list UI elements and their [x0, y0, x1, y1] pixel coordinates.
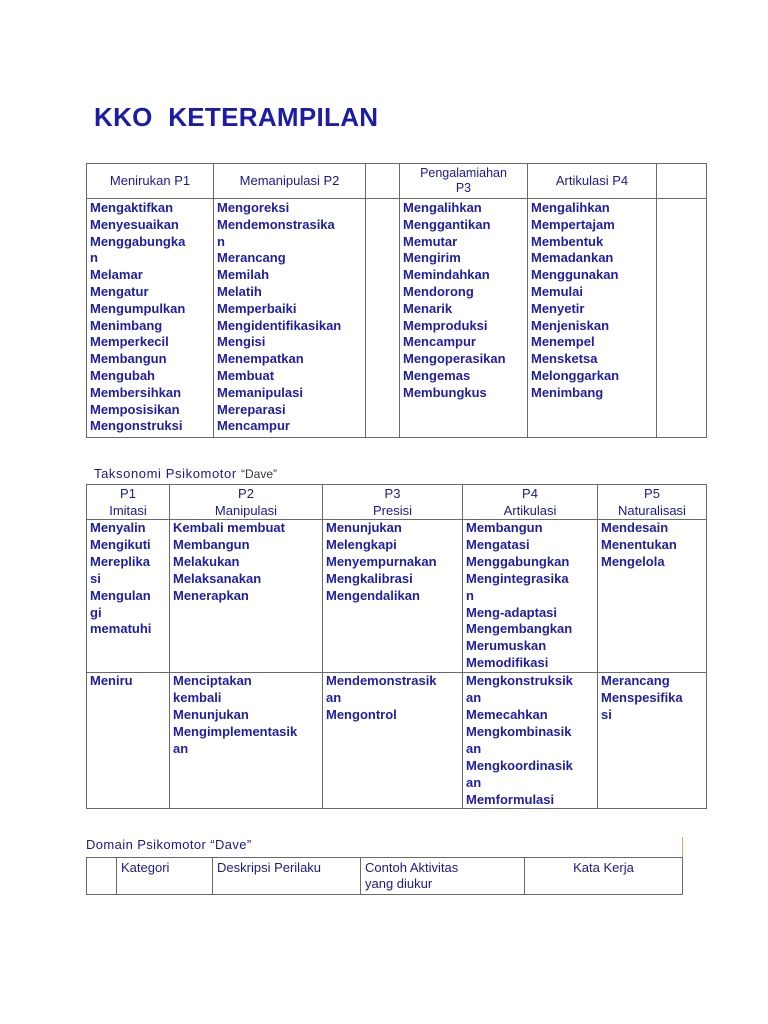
- header-presisi: P3 Presisi: [323, 485, 463, 520]
- header-blank-1: [366, 164, 400, 199]
- row1-artikulasi: Membangun Mengatasi Menggabungkan Mengintegrasika n Meng-adaptasi Mengembangkan Merumuskan Memodifikasi: [463, 520, 598, 673]
- row1-presisi: Menunjukan Melengkapi Menyempurnakan Mengkalibrasi Mengendalikan: [323, 520, 463, 673]
- row1-manipulasi: Kembali membuat Membangun Melakukan Melaksanakan Menerapkan: [170, 520, 323, 673]
- row2-imitasi: Meniru: [87, 673, 170, 809]
- column-p4-verbs: Mengalihkan Mempertajam Membentuk Memadankan Menggunakan Memulai Menyetir Menjeniskan Menempel Mensketsa Melonggarkan Menimbang: [528, 199, 657, 438]
- domain-table: [86, 857, 683, 895]
- taksonomi-table: [86, 484, 707, 809]
- header-naturalisasi: P5 Naturalisasi: [598, 485, 707, 520]
- kko-table: [86, 163, 707, 438]
- taksonomi-quote: “Dave”: [241, 467, 278, 481]
- column-p1-verbs: Mengaktifkan Menyesuaikan Menggabungka n Melamar Mengatur Mengumpulkan Menimbang Memperkecil Membangun Mengubah Membersihkan Memposisikan Mengonstruksi: [87, 199, 214, 438]
- row2-presisi: Mendemonstrasik an Mengontrol: [323, 673, 463, 809]
- kko-body-row: [87, 199, 707, 438]
- taksonomi-label: Taksonomi Psikomotor: [94, 466, 237, 481]
- domain-header-deskripsi: Deskripsi Perilaku: [213, 858, 361, 895]
- taksonomi-row-2: [87, 673, 707, 809]
- column-blank-1: [366, 199, 400, 438]
- header-artikulasi: P4 Artikulasi: [463, 485, 598, 520]
- kko-header-row: [87, 164, 707, 199]
- header-p1: Menirukan P1: [87, 164, 214, 199]
- header-p4: Artikulasi P4: [528, 164, 657, 199]
- taksonomi-header-row: [87, 485, 707, 520]
- domain-header-blank: [87, 858, 117, 895]
- domain-header-row: [87, 858, 683, 895]
- row1-naturalisasi: Mendesain Menentukan Mengelola: [598, 520, 707, 673]
- header-manipulasi: P2 Manipulasi: [170, 485, 323, 520]
- column-blank-2: [657, 199, 707, 438]
- column-p2-verbs: Mengoreksi Mendemonstrasika n Merancang Memilah Melatih Memperbaiki Mengidentifikasikan Mengisi Menempatkan Membuat Memanipulasi Mereparasi Mencampur: [214, 199, 366, 438]
- taksonomi-row-1: [87, 520, 707, 673]
- domain-caption: Domain Psikomotor “Dave”: [86, 837, 252, 852]
- page-title: KKO KETERAMPILAN: [94, 102, 379, 132]
- row2-naturalisasi: Merancang Menspesifika si: [598, 673, 707, 809]
- column-p3-verbs: Mengalihkan Menggantikan Memutar Mengirim Memindahkan Mendorong Menarik Memproduksi Mencampur Mengoperasikan Mengemas Membungkus: [400, 199, 528, 438]
- header-p3: Pengalamiahan P3: [400, 164, 528, 199]
- domain-header-kategori: Kategori: [117, 858, 213, 895]
- row1-imitasi: Menyalin Mengikuti Mereplika si Mengulan gi mematuhi: [87, 520, 170, 673]
- domain-header-kata-kerja: Kata Kerja: [525, 858, 683, 895]
- row2-manipulasi: Menciptakan kembali Menunjukan Mengimplementasik an: [170, 673, 323, 809]
- header-blank-2: [657, 164, 707, 199]
- header-imitasi: P1 Imitasi: [87, 485, 170, 520]
- header-p2: Memanipulasi P2: [214, 164, 366, 199]
- domain-header-contoh: Contoh Aktivitas yang diukur: [361, 858, 525, 895]
- row2-artikulasi: Mengkonstruksik an Memecahkan Mengkombinasik an Mengkoordinasik an Memformulasi: [463, 673, 598, 809]
- taksonomi-caption: [94, 466, 277, 481]
